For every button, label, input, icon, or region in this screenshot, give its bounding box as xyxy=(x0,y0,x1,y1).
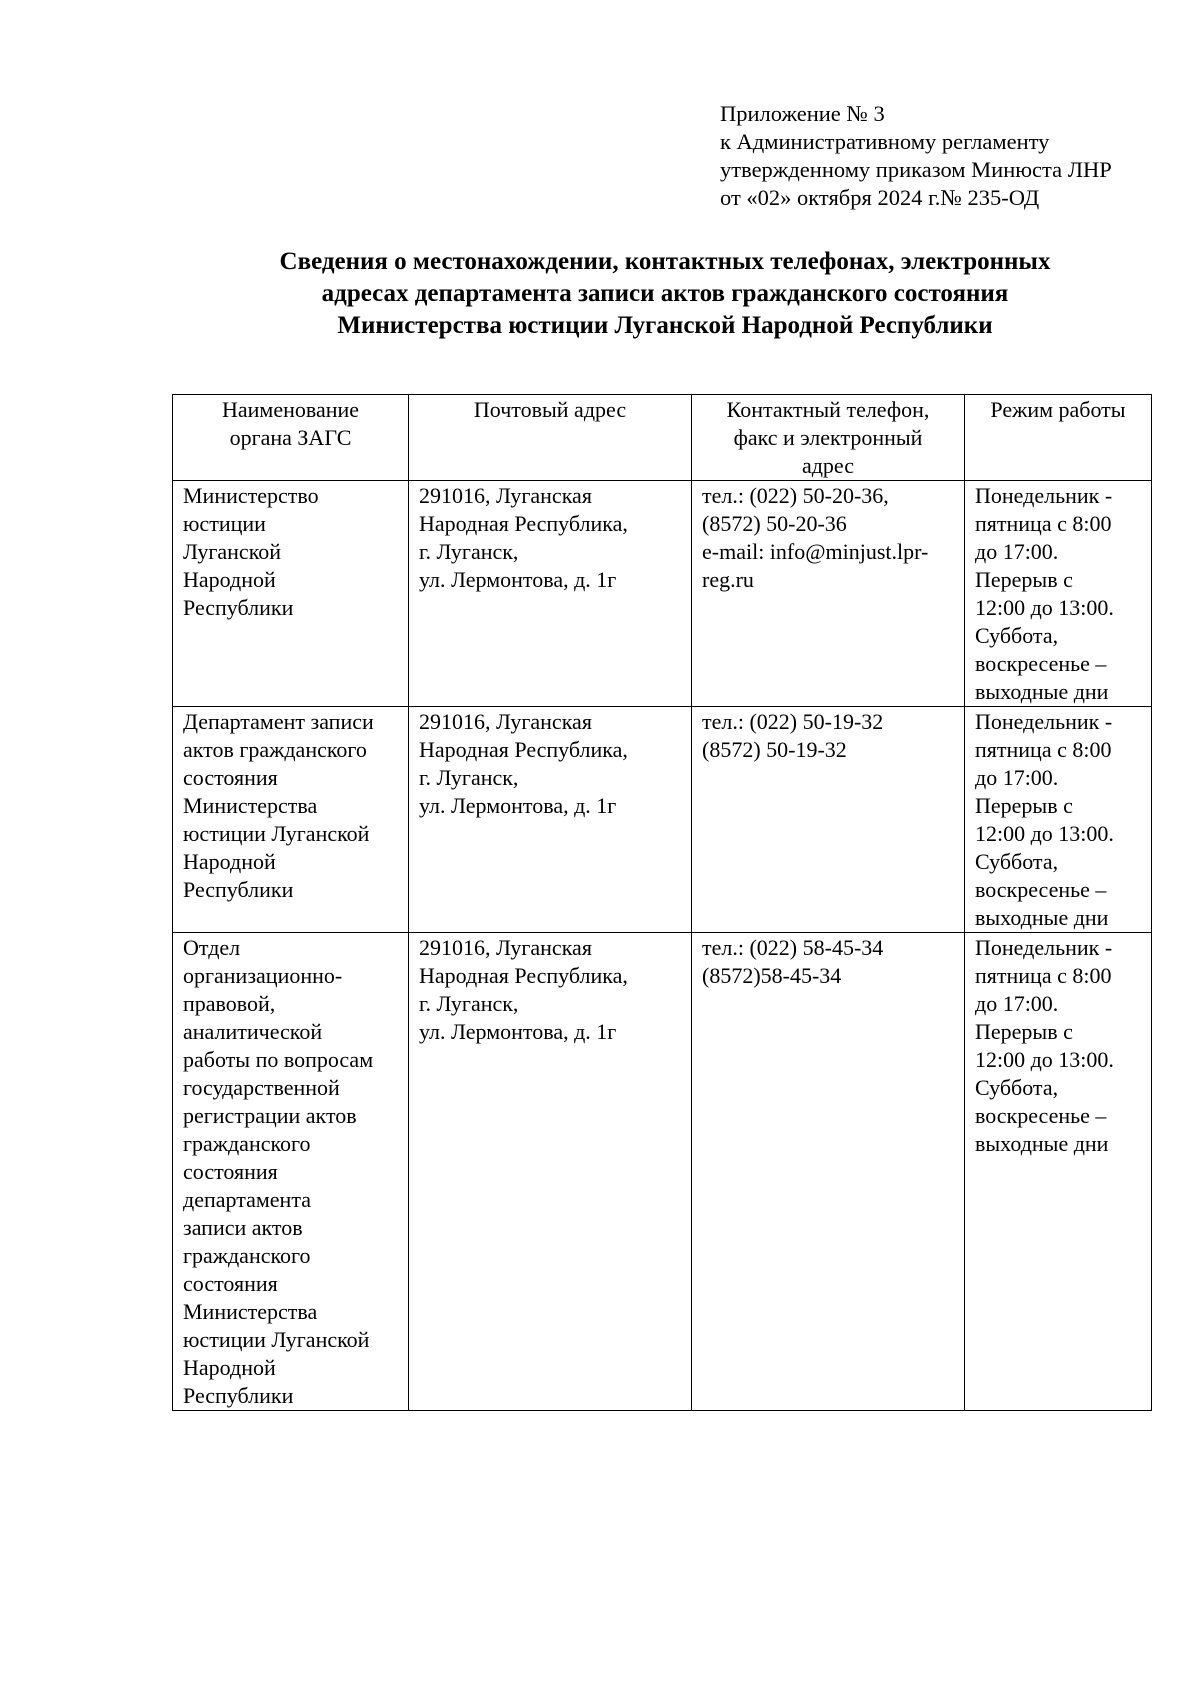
table-row xyxy=(173,933,1152,1411)
cell-working-hours xyxy=(965,933,1152,1411)
cell-postal-address xyxy=(409,481,692,707)
working-hours-text: Понедельник - пятница с 8:00 до 17:00. Перерыв с 12:00 до 13:00. Суббота, воскресенье – выходные дни xyxy=(975,483,1114,704)
organ-name-text: Министерство юстиции Луганской Народной Республики xyxy=(183,483,319,620)
cell-organ-name xyxy=(173,933,409,1411)
organ-name-text: Отдел организационно- правовой, аналитической работы по вопросам государственной регистрации актов гражданского состояния департамента записи актов гражданского состояния Министерства юстиции Луганской Народной Республики xyxy=(183,935,374,1408)
contacts-table xyxy=(172,394,1152,1411)
postal-address-text: 291016, Луганская Народная Республика, г. Луганск, ул. Лермонтова, д. 1г xyxy=(419,935,628,1044)
cell-postal-address xyxy=(409,933,692,1411)
working-hours-text: Понедельник - пятница с 8:00 до 17:00. Перерыв с 12:00 до 13:00. Суббота, воскресенье – выходные дни xyxy=(975,935,1114,1156)
cell-organ-name xyxy=(173,481,409,707)
organ-name-text: Департамент записи актов гражданского состояния Министерства юстиции Луганской Народной Республики xyxy=(183,709,374,902)
title-line-1: Сведения о местонахождении, контактных телефонах, электронных xyxy=(279,248,1051,275)
header-organ-name xyxy=(173,395,409,481)
cell-working-hours xyxy=(965,481,1152,707)
appendix-line-2: к Административному регламенту xyxy=(720,129,1050,154)
cell-working-hours xyxy=(965,707,1152,933)
contacts-text: тел.: (022) 50-20-36, (8572) 50-20-36 e-mail: info@minjust.lpr- reg.ru xyxy=(702,483,929,592)
cell-organ-name xyxy=(173,707,409,933)
appendix-note xyxy=(720,100,1112,212)
cell-contacts xyxy=(692,481,965,707)
table-row xyxy=(173,481,1152,707)
cell-postal-address xyxy=(409,707,692,933)
header-postal-address-text: Почтовый адрес xyxy=(473,397,627,422)
header-contacts xyxy=(692,395,965,481)
header-contacts-text: Контактный телефон, факс и электронный адрес xyxy=(726,397,930,478)
title-line-3: Министерства юстиции Луганской Народной Республики xyxy=(337,312,993,339)
appendix-line-4: от «02» октября 2024 г.№ 235-ОД xyxy=(720,185,1040,210)
table-row xyxy=(173,707,1152,933)
appendix-line-3: утвержденному приказом Минюста ЛНР xyxy=(720,157,1112,182)
cell-contacts xyxy=(692,707,965,933)
header-organ-name-text: Наименование органа ЗАГС xyxy=(221,397,360,450)
postal-address-text: 291016, Луганская Народная Республика, г. Луганск, ул. Лермонтова, д. 1г xyxy=(419,483,628,592)
document-title xyxy=(172,246,1158,342)
contacts-text: тел.: (022) 58-45-34 (8572)58-45-34 xyxy=(702,935,884,988)
postal-address-text: 291016, Луганская Народная Республика, г. Луганск, ул. Лермонтова, д. 1г xyxy=(419,709,628,818)
header-working-hours xyxy=(965,395,1152,481)
cell-contacts xyxy=(692,933,965,1411)
appendix-line-1: Приложение № 3 xyxy=(720,101,885,126)
table-header-row xyxy=(173,395,1152,481)
title-line-2: адресах департамента записи актов гражданского состояния xyxy=(321,280,1009,307)
working-hours-text: Понедельник - пятница с 8:00 до 17:00. Перерыв с 12:00 до 13:00. Суббота, воскресенье – выходные дни xyxy=(975,709,1114,930)
header-postal-address xyxy=(409,395,692,481)
contacts-text: тел.: (022) 50-19-32 (8572) 50-19-32 xyxy=(702,709,884,762)
header-working-hours-text: Режим работы xyxy=(990,397,1126,422)
